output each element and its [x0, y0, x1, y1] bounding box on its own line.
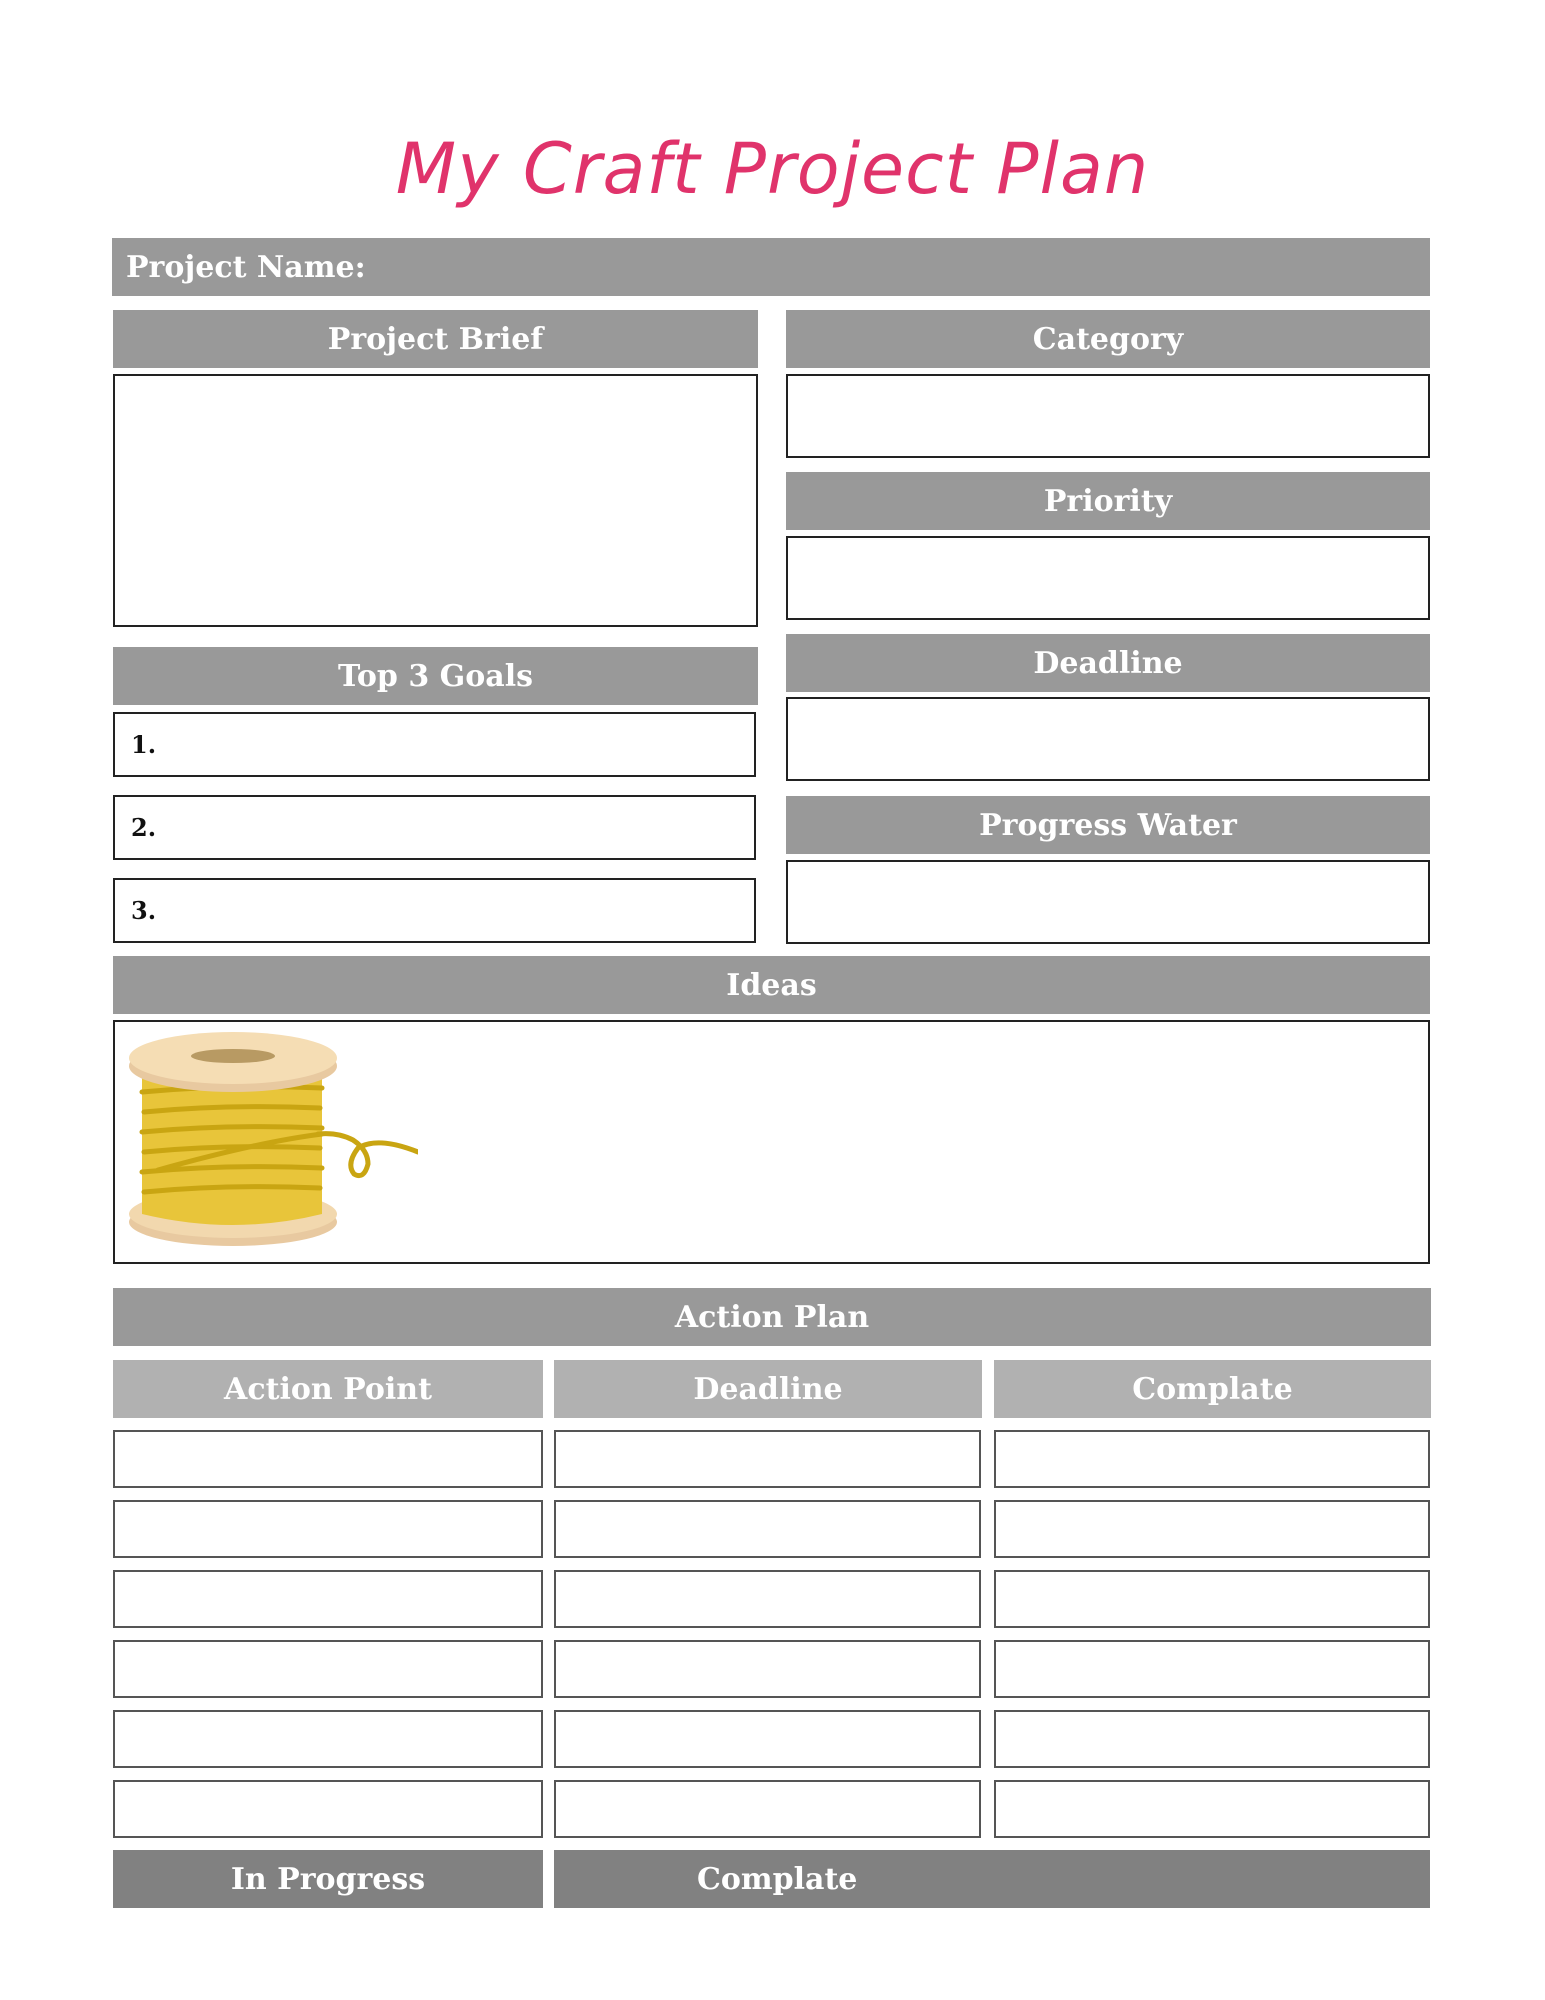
- progress-header: [786, 796, 1430, 854]
- deadline-cell[interactable]: [554, 1710, 981, 1768]
- complete-bar: [554, 1850, 1430, 1908]
- top-goals-label: Top 3 Goals: [338, 658, 533, 694]
- deadline-cell[interactable]: [554, 1500, 981, 1558]
- ideas-label: Ideas: [726, 967, 817, 1003]
- goal-field-1[interactable]: [113, 712, 756, 777]
- progress-field[interactable]: [786, 860, 1430, 944]
- complete-column-header: [994, 1360, 1431, 1418]
- goal-field-3[interactable]: [113, 878, 756, 943]
- deadline-label: Deadline: [1033, 645, 1183, 681]
- deadline-column-header: [554, 1360, 982, 1418]
- priority-header: [786, 472, 1430, 530]
- action-plan-label: Action Plan: [674, 1299, 870, 1335]
- action-point-cell[interactable]: [113, 1640, 543, 1698]
- project-brief-label: Project Brief: [327, 321, 544, 357]
- project-brief-field[interactable]: [113, 374, 758, 627]
- complete-cell[interactable]: [994, 1430, 1430, 1488]
- deadline-header: [786, 634, 1430, 692]
- goal-number-2: 2.: [131, 813, 157, 842]
- complete-label: Complate: [697, 1861, 858, 1897]
- complete-cell[interactable]: [994, 1500, 1430, 1558]
- page-title: My Craft Project Plan: [395, 128, 1150, 210]
- action-point-cell[interactable]: [113, 1710, 543, 1768]
- action-point-cell[interactable]: [113, 1430, 543, 1488]
- deadline-cell[interactable]: [554, 1570, 981, 1628]
- goal-number-3: 3.: [131, 896, 157, 925]
- category-field[interactable]: [786, 374, 1430, 458]
- action-plan-header: [113, 1288, 1431, 1346]
- goal-number-1: 1.: [131, 730, 157, 759]
- in-progress-bar: [113, 1850, 543, 1908]
- action-point-column-header: [113, 1360, 543, 1418]
- action-point-cell[interactable]: [113, 1500, 543, 1558]
- action-point-cell[interactable]: [113, 1570, 543, 1628]
- complete-cell[interactable]: [994, 1570, 1430, 1628]
- action-point-label: Action Point: [224, 1371, 432, 1407]
- priority-label: Priority: [1043, 483, 1173, 519]
- category-header: [786, 310, 1430, 368]
- deadline-cell[interactable]: [554, 1430, 981, 1488]
- ideas-header: [113, 956, 1430, 1014]
- progress-label: Progress Water: [979, 807, 1237, 843]
- project-brief-header: [113, 310, 758, 368]
- complete-cell[interactable]: [994, 1710, 1430, 1768]
- top-goals-header: [113, 647, 758, 705]
- action-point-cell[interactable]: [113, 1780, 543, 1838]
- project-name-bar: [112, 238, 1430, 296]
- complete-column-label: Complate: [1132, 1371, 1293, 1407]
- deadline-field[interactable]: [786, 697, 1430, 781]
- priority-field[interactable]: [786, 536, 1430, 620]
- goal-field-2[interactable]: [113, 795, 756, 860]
- in-progress-label: In Progress: [230, 1861, 426, 1897]
- deadline-column-label: Deadline: [693, 1371, 843, 1407]
- deadline-cell[interactable]: [554, 1780, 981, 1838]
- deadline-cell[interactable]: [554, 1640, 981, 1698]
- thread-spool-icon: [128, 1030, 418, 1250]
- complete-cell[interactable]: [994, 1780, 1430, 1838]
- project-name-label: Project Name:: [126, 249, 366, 285]
- category-label: Category: [1032, 321, 1184, 357]
- complete-cell[interactable]: [994, 1640, 1430, 1698]
